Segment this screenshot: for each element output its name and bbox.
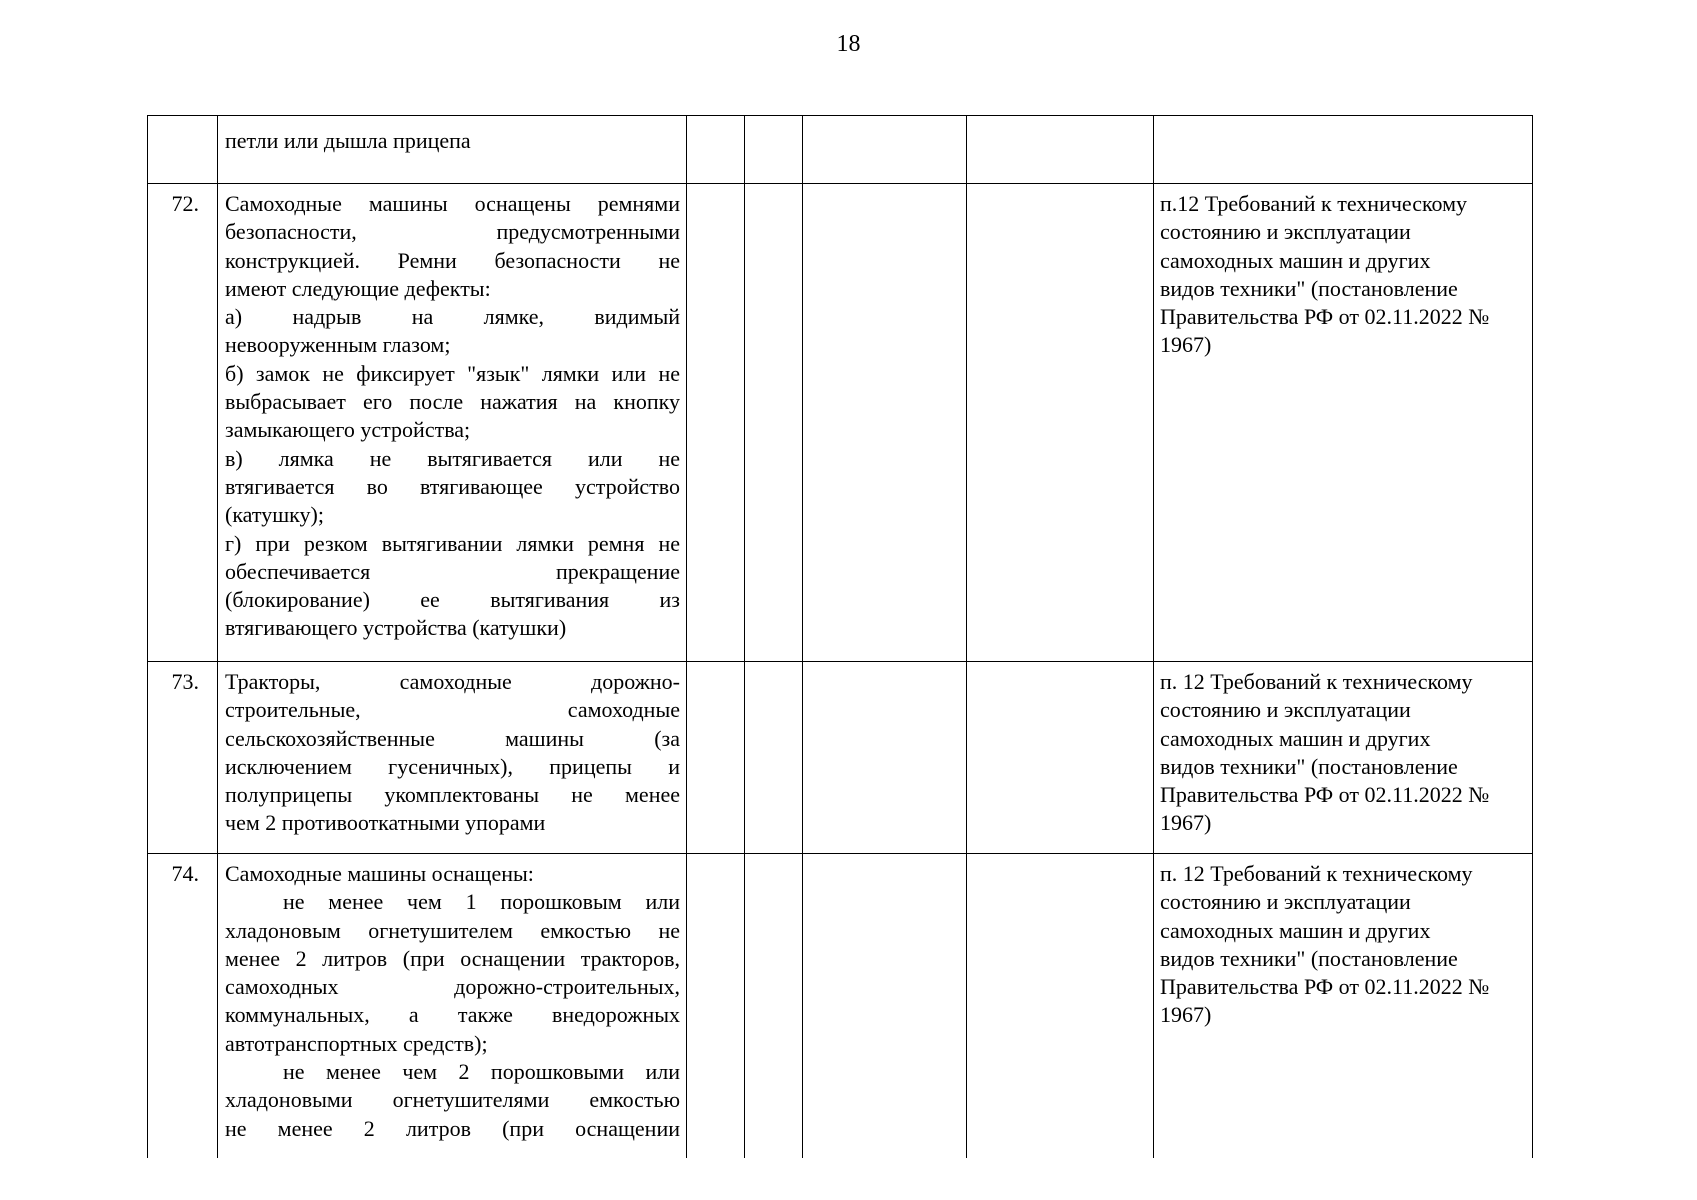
ref-line: 1967) <box>1160 810 1212 836</box>
reference-text <box>1154 116 1533 184</box>
table-row <box>148 184 1533 662</box>
empty-cell <box>967 662 1154 854</box>
text-line: не менее чем 1 порошковым или <box>283 889 680 915</box>
requirement-text <box>218 662 687 854</box>
text-line: конструкцией. Ремни безопасности не <box>225 247 680 273</box>
ref-line: видов техники" (постановление <box>1160 275 1458 301</box>
empty-cell <box>745 662 803 854</box>
text-line: строительные, самоходные <box>225 697 680 723</box>
ref-line: Правительства РФ от 02.11.2022 № <box>1160 304 1490 330</box>
text-line: замыкающего устройства; <box>225 417 471 443</box>
ref-line: самоходных машин и других <box>1160 725 1431 751</box>
text-line: коммунальных, а также внедорожных <box>225 1002 680 1028</box>
text-line: автотранспортных средств); <box>225 1030 488 1056</box>
empty-cell <box>967 184 1154 662</box>
text-line: втягивающего устройства (катушки) <box>225 615 567 641</box>
text-line: а) надрыв на лямке, видимый <box>225 304 680 330</box>
ref-line: видов техники" (постановление <box>1160 753 1458 779</box>
text-line: невооруженным глазом; <box>225 332 451 358</box>
ref-line: 1967) <box>1160 1002 1212 1028</box>
text-line: исключением гусеничных), прицепы и <box>225 753 680 779</box>
text-line: самоходных дорожно-строительных, <box>225 974 680 1000</box>
text-line: Самоходные машины оснащены: <box>225 861 534 886</box>
requirement-text <box>218 184 687 662</box>
ref-line: состоянию и эксплуатации <box>1160 219 1411 245</box>
text-line: в) лямка не вытягивается или не <box>225 445 680 471</box>
ref-line: видов техники" (постановление <box>1160 945 1458 971</box>
ref-line: п.12 Требований к техническому <box>1160 191 1468 216</box>
text-line: (блокирование) ее вытягивания из <box>225 587 680 613</box>
empty-cell <box>803 116 967 184</box>
empty-cell <box>967 116 1154 184</box>
text-line: чем 2 противооткатными упорами <box>225 810 546 836</box>
row-number: 73. <box>148 662 218 854</box>
text-line: Самоходные машины оснащены ремнями <box>225 191 680 216</box>
empty-cell <box>745 116 803 184</box>
empty-cell <box>745 854 803 1158</box>
empty-cell <box>687 854 745 1158</box>
requirement-text <box>218 854 687 1158</box>
empty-cell <box>687 662 745 854</box>
text-line: сельскохозяйственные машины (за <box>225 725 680 751</box>
empty-cell <box>687 184 745 662</box>
text-line: не менее чем 2 порошковыми или <box>283 1059 680 1085</box>
ref-line: 1967) <box>1160 332 1212 358</box>
text-line: хладоновыми огнетушителями емкостью <box>225 1087 680 1113</box>
text-line: г) при резком вытягивании лямки ремня не <box>225 530 680 556</box>
empty-cell <box>745 184 803 662</box>
table-row <box>148 116 1533 184</box>
text-line: имеют следующие дефекты: <box>225 275 491 301</box>
ref-line: самоходных машин и других <box>1160 247 1431 273</box>
empty-cell <box>803 184 967 662</box>
reference-text <box>1154 662 1533 854</box>
text-line: безопасности, предусмотренными <box>225 219 680 245</box>
text-line: не менее 2 литров (при оснащении <box>225 1115 680 1141</box>
empty-cell <box>687 116 745 184</box>
text-line: Тракторы, самоходные дорожно- <box>225 669 680 694</box>
text-line: втягивается во втягивающее устройство <box>225 473 680 499</box>
ref-line: п. 12 Требований к техническому <box>1160 669 1473 694</box>
reference-text <box>1154 184 1533 662</box>
text-line: полуприцепы укомплектованы не менее <box>225 782 680 808</box>
table-row <box>148 854 1533 1158</box>
table-row <box>148 662 1533 854</box>
text-line: хладоновым огнетушителем емкостью не <box>225 917 680 943</box>
text-line: менее 2 литров (при оснащении тракторов, <box>225 945 680 971</box>
requirements-table <box>147 115 1533 1158</box>
ref-line: состоянию и эксплуатации <box>1160 889 1411 915</box>
ref-line: п. 12 Требований к техническому <box>1160 861 1473 886</box>
page-number: 18 <box>836 31 861 57</box>
reference-text <box>1154 854 1533 1158</box>
text-line: б) замок не фиксирует "язык" лямки или не <box>225 360 680 386</box>
row-number: 72. <box>148 184 218 662</box>
empty-cell <box>967 854 1154 1158</box>
ref-line: состоянию и эксплуатации <box>1160 697 1411 723</box>
ref-line: Правительства РФ от 02.11.2022 № <box>1160 782 1490 808</box>
ref-line: самоходных машин и других <box>1160 917 1431 943</box>
ref-line: Правительства РФ от 02.11.2022 № <box>1160 974 1490 1000</box>
text-line: обеспечивается прекращение <box>225 558 680 584</box>
text-line: петли или дышла прицепа <box>225 128 471 153</box>
empty-cell <box>803 854 967 1158</box>
row-number: 74. <box>148 854 218 1158</box>
requirement-text <box>218 116 687 184</box>
row-number <box>148 116 218 184</box>
empty-cell <box>803 662 967 854</box>
text-line: выбрасывает его после нажатия на кнопку <box>225 389 680 415</box>
text-line: (катушку); <box>225 502 324 528</box>
